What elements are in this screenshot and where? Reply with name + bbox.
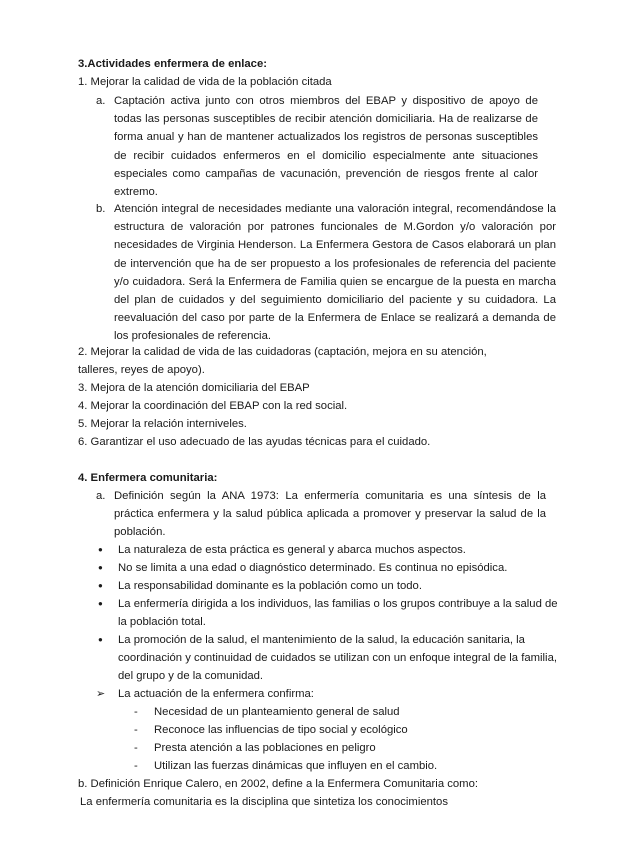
bullet-item: La promoción de la salud, el mantenimiento de la salud, la educación sanitaria, la coordinación y continuidad de cuidados se utilizan con un enfoque integral de la familia, del grupo y de la comunidad.	[118, 634, 557, 683]
section-4-item-b: b. Definición Enrique Calero, en 2002, define a la Enfermera Comunitaria como:	[78, 778, 479, 790]
section-3-item-a-text: Captación activa junto con otros miembros del EBAP y dispositivo de apoyo de todas las personas susceptibles de recibir atención domiciliaria. Ha de realizarse de forma anual y han de mantener actualizados los registros de personas susceptibles de recibir cuidados enfermeros en el domicilio especialmente ante situaciones especiales como campañas de vacunación, prevención de riesgos frente al calor extremo.	[114, 95, 538, 199]
bullet-icon: ●	[98, 545, 103, 554]
section-3-item-5: 5. Mejorar la relación interniveles.	[78, 418, 247, 430]
bullet-icon: ●	[98, 563, 103, 572]
section-3-item-b-text: Atención integral de necesidades mediante una valoración integral, recomendándose la estructura de valoración por patrones funcionales de M.Gordon y/o valoración por necesidades de Virginia Henderson. La Enfermera Gestora de Casos elaborará un plan de intervención que ha de ser propuesto a los profesionales de referencia del paciente y/o cuidadora. Será la Enfermera de Familia quien se encargue de la puesta en marcha del plan de cuidados y del seguimiento domiciliario del paciente y su cuidadora. La reevaluación del caso por parte de la Enfermera de Enlace se realizará a demanda de los profesionales de referencia.	[114, 203, 556, 343]
dash-item: Utilizan las fuerzas dinámicas que influyen en el cambio.	[154, 760, 438, 772]
section-4-item-a-marker: a.	[96, 490, 106, 502]
bullet-item: No se limita a una edad o diagnóstico determinado. Es continua no episódica.	[118, 562, 508, 574]
section-3-item-6: 6. Garantizar el uso adecuado de las ayudas técnicas para el cuidado.	[78, 436, 431, 448]
section-4-item-a-text: Definición según la ANA 1973: La enfermería comunitaria es una síntesis de la práctica enfermera y la salud pública aplicada a promover y preservar la salud de la población.	[114, 490, 546, 539]
bullet-item: La naturaleza de esta práctica es general y abarca muchos aspectos.	[118, 544, 466, 556]
bullet-icon: ●	[98, 635, 103, 644]
dash-icon: -	[134, 742, 138, 754]
bullet-icon: ●	[98, 581, 103, 590]
bullet-item: La responsabilidad dominante es la población como un todo.	[118, 580, 422, 592]
bullet-item: La enfermería dirigida a los individuos, las familias o los grupos contribuye a la salud de la población total.	[118, 598, 558, 629]
section-3-item-2-line-1: 2. Mejorar la calidad de vida de las cuidadoras (captación, mejora en su atención,	[78, 346, 487, 358]
dash-item: Reconoce las influencias de tipo social y ecológico	[154, 724, 408, 736]
dash-item: Necesidad de un planteamiento general de salud	[154, 706, 400, 718]
arrow-item: La actuación de la enfermera confirma:	[118, 688, 314, 700]
dash-icon: -	[134, 760, 138, 772]
section-3-item-a-marker: a.	[96, 95, 106, 107]
dash-item: Presta atención a las poblaciones en peligro	[154, 742, 376, 754]
section-3-heading: 3.Actividades enfermera de enlace:	[78, 58, 267, 70]
section-3-item-1: 1. Mejorar la calidad de vida de la población citada	[78, 76, 332, 88]
dash-icon: -	[134, 706, 138, 718]
dash-icon: -	[134, 724, 138, 736]
section-3-item-b-marker: b.	[96, 203, 106, 215]
bullet-icon: ●	[98, 599, 103, 608]
section-3-item-2-line-2: talleres, reyes de apoyo).	[78, 364, 205, 376]
arrow-bullet-icon: ➢	[96, 688, 106, 700]
section-3-item-3: 3. Mejora de la atención domiciliaria del EBAP	[78, 382, 310, 394]
section-3-item-4: 4. Mejorar la coordinación del EBAP con la red social.	[78, 400, 348, 412]
section-4-heading: 4. Enfermera comunitaria:	[78, 472, 218, 484]
section-4-item-b-continuation: La enfermería comunitaria es la disciplina que sintetiza los conocimientos	[80, 796, 448, 808]
